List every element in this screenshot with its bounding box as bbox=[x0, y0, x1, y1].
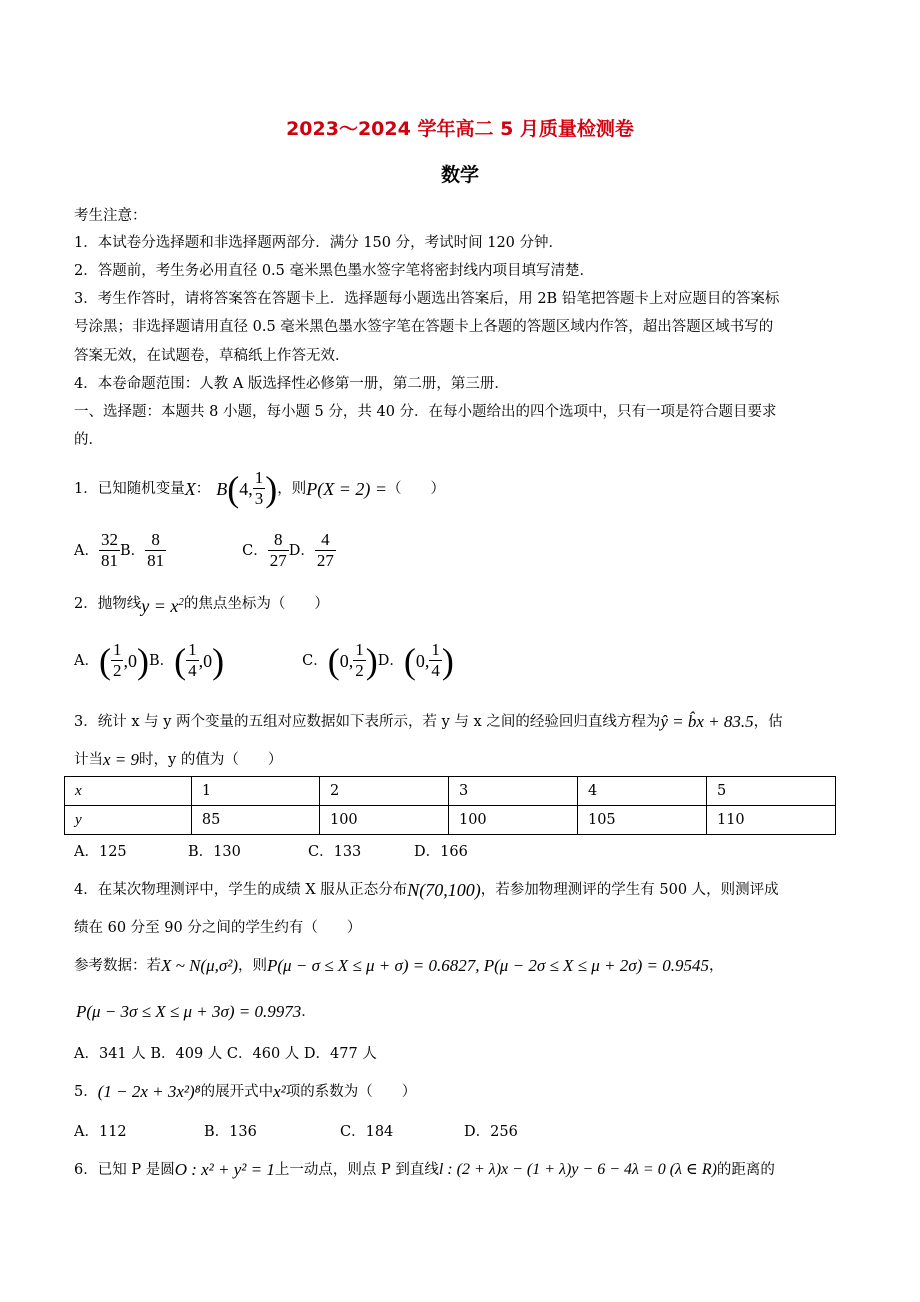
note-3a: 3．考生作答时，请将答案答在答题卡上．选择题每小题选出答案后，用 2B 铅笔把答题卡上对应题目的答案标 bbox=[74, 291, 780, 307]
table-cell: 100 bbox=[448, 806, 577, 835]
section-heading: 一、选择题：本题共 8 小题，每小题 5 分，共 40 分．在每小题给出的四个选项中，只有一项是符合题目要求 bbox=[74, 404, 777, 420]
question-4: 4．在某次物理测评中，学生的成绩 X 服从正态分布 N(70,100) ，若参加物理测评的学生有 500 人，则测评成 bbox=[74, 880, 779, 900]
q2-suffix: 的焦点坐标为（ ） bbox=[183, 596, 329, 612]
section-heading-cont: 的． bbox=[74, 432, 103, 448]
table-cell: 5 bbox=[706, 777, 835, 806]
note-3c: 答案无效，在试题卷，草稿纸上作答无效． bbox=[74, 348, 350, 364]
exam-title: 2023～2024 学年高二 5 月质量检测卷 bbox=[286, 118, 634, 140]
table-cell: 110 bbox=[706, 806, 835, 835]
table-cell-x-label: x bbox=[65, 777, 192, 806]
note-1: 1．本试卷分选择题和非选择题两部分．满分 150 分，考试时间 120 分钟． bbox=[74, 235, 564, 251]
q2-option-a: $\frac{1}{2}$ bbox=[112, 640, 122, 680]
question-3: 3．统计 x 与 y 两个变量的五组对应数据如下表所示，若 y 与 x 之间的经验回归直线方程为 ŷ = b̂x + 83.5 ，估 bbox=[74, 712, 783, 731]
q6-line: l : (2 + λ)x − (1 + λ)y − 6 − 4λ = 0 (λ ∈ R) bbox=[438, 1161, 717, 1178]
q4-reference-cont: P(μ − 3σ ≤ X ≤ μ + 3σ) = 0.9973 ． bbox=[76, 1002, 316, 1021]
table-cell-y-label: y bbox=[65, 806, 192, 835]
q5-option-c: C．184 bbox=[340, 1124, 394, 1140]
question-4-cont: 绩在 60 分至 90 分之间的学生约有（ ） bbox=[74, 920, 362, 936]
note-2: 2．答题前，考生务必用直径 0.5 毫米黑色墨水签字笔将密封线内项目填写清楚． bbox=[74, 263, 595, 279]
q1-options bbox=[74, 530, 336, 571]
subject-title: 数学 bbox=[440, 164, 479, 186]
note-3b: 号涂黑；非选择题请用直径 0.5 毫米黑色墨水签字笔在答题卡上各题的答题区域内作答，超出答题区域书写的 bbox=[74, 319, 774, 335]
q3-condition: x = 9 bbox=[103, 750, 140, 769]
q3-option-c: C．133 bbox=[308, 844, 362, 860]
q1-var: X bbox=[184, 478, 196, 499]
question-2 bbox=[74, 592, 329, 616]
q1-blank: （ ） bbox=[387, 480, 446, 497]
q1-option-b-label: B． bbox=[119, 542, 146, 559]
q4-reference: 参考数据：若 X ~ N(μ,σ²) ，则 P(μ − σ ≤ X ≤ μ + σ) = 0.6827, P(μ − 2σ ≤ X ≤ μ + 2σ) = 0.9545 ， bbox=[74, 956, 724, 975]
q5-option-a: A．112 bbox=[74, 1124, 127, 1140]
q1-option-a-label: A． bbox=[74, 542, 99, 559]
q3-line1: 3．统计 x 与 y 两个变量的五组对应数据如下表所示，若 y 与 x 之间的经验回归直线方程为 bbox=[74, 714, 661, 730]
q1-option-d-label: D． bbox=[288, 542, 315, 559]
question-1: 1．已知随机变量 X ： B ( 4, $\frac{1}{3}$ ) ，则 P(X = 2) = （ ） bbox=[74, 468, 446, 509]
q1-option-c-label: C． bbox=[242, 542, 268, 559]
q1-p-fraction: $\frac{1}{3}$ bbox=[254, 468, 264, 508]
table-row bbox=[65, 777, 836, 806]
table-cell: 1 bbox=[191, 777, 319, 806]
question-5: 5． (1 − 2x + 3x²)⁸ 的展开式中 x² 项的系数为（ ） bbox=[74, 1082, 417, 1101]
q4-distribution: N(70,100) bbox=[407, 880, 481, 900]
q3-data-table bbox=[64, 776, 836, 835]
q1-dist: B bbox=[216, 478, 228, 499]
q1-option-d: $\frac{4}{27}$ bbox=[316, 530, 334, 570]
q6-circle: O : x² + y² = 1 bbox=[174, 1160, 275, 1179]
q2-option-c: $\frac{1}{2}$ bbox=[355, 640, 364, 680]
q4-options: A．341 人 B．409 人 C．460 人 D．477 人 bbox=[74, 1046, 377, 1062]
q3-option-d: D．166 bbox=[414, 844, 468, 860]
q2-option-b: $\frac{1}{4}$ bbox=[188, 640, 197, 680]
question-3-cont: 计当 x = 9 时，y 的值为（ ） bbox=[74, 750, 283, 769]
notes-heading: 考生注意： bbox=[74, 208, 147, 224]
table-cell: 100 bbox=[319, 806, 448, 835]
q1-n: 4, bbox=[239, 478, 253, 499]
q5-option-b: B．136 bbox=[204, 1124, 257, 1140]
q2-options: A． ( $\frac{1}{2}$ ,0 ) B． ( $\frac{1}{4}$ ,0 ) C． ( 0, $\frac{1}{2}$ ) D． ( 0, $\frac{1}{4}$ ) bbox=[74, 640, 454, 681]
q1-then: ，则 bbox=[277, 480, 307, 497]
table-cell: 105 bbox=[577, 806, 706, 835]
q3-option-b: B．130 bbox=[188, 844, 241, 860]
table-cell: 2 bbox=[319, 777, 448, 806]
table-cell: 85 bbox=[191, 806, 319, 835]
q5-expression: (1 − 2x + 3x²)⁸ bbox=[97, 1082, 201, 1101]
q1-option-b: $\frac{8}{81}$ bbox=[147, 530, 165, 570]
question-6: 6．已知 P 是圆 O : x² + y² = 1 上一动点，则点 P 到直线 l : (2 + λ)x − (1 + λ)y − 6 − 4λ = 0 (λ ∈ R) 的距离的 bbox=[74, 1160, 775, 1179]
q2-prefix: 2．抛物线 bbox=[74, 596, 142, 612]
q1-option-c: $\frac{8}{27}$ bbox=[269, 530, 287, 570]
q3-regression: ŷ = b̂x + 83.5 bbox=[660, 712, 754, 731]
q1-option-a: $\frac{32}{81}$ bbox=[100, 530, 118, 570]
q5-option-d: D．256 bbox=[464, 1124, 518, 1140]
q2-expr: $y = x^2$ bbox=[141, 596, 184, 616]
q1-colon: ： bbox=[195, 480, 211, 497]
q1-expr: P(X = 2) = bbox=[306, 478, 388, 499]
table-row bbox=[65, 806, 836, 835]
table-cell: 4 bbox=[577, 777, 706, 806]
q3-option-a: A．125 bbox=[74, 844, 127, 860]
table-cell: 3 bbox=[448, 777, 577, 806]
q2-option-d: $\frac{1}{4}$ bbox=[431, 640, 440, 680]
note-4: 4．本卷命题范围：人教 A 版选择性必修第一册，第二册，第三册． bbox=[74, 376, 509, 392]
q1-prefix: 1．已知随机变量 bbox=[74, 480, 185, 497]
